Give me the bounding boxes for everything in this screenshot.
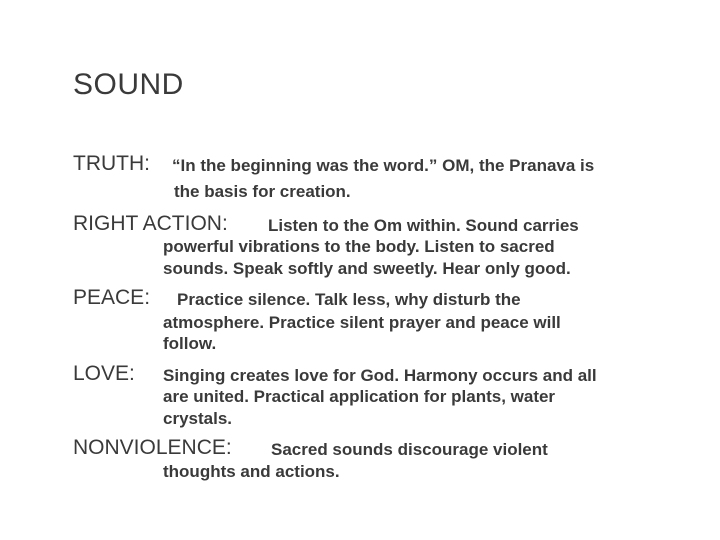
right-action-line-1: Listen to the Om within. Sound carries (268, 216, 579, 235)
truth-label: TRUTH: (73, 152, 150, 175)
peace-line-2: atmosphere. Practice silent prayer and peace will (163, 313, 561, 332)
nonviolence-line-2: thoughts and actions. (163, 462, 340, 481)
love-line-1: Singing creates love for God. Harmony occurs and all (163, 366, 597, 385)
peace-label: PEACE: (73, 286, 151, 309)
slide-title: SOUND (73, 68, 184, 101)
love-line-2: are united. Practical application for plants, water (163, 387, 556, 406)
nonviolence-line-1: Sacred sounds discourage violent (271, 440, 548, 459)
nonviolence-label: NONVIOLENCE: (73, 436, 232, 459)
right-action-line-3: sounds. Speak softly and sweetly. Hear only good. (163, 259, 571, 278)
truth-line-1: “In the beginning was the word.” OM, the Pranava is (172, 156, 595, 175)
peace-line-1: Practice silence. Talk less, why disturb the (177, 290, 521, 309)
love-label: LOVE: (73, 362, 135, 385)
truth-line-2: the basis for creation. (174, 182, 351, 201)
right-action-label: RIGHT ACTION: (73, 212, 228, 235)
peace-line-3: follow. (163, 334, 217, 353)
love-line-3: crystals. (163, 409, 232, 428)
right-action-line-2: powerful vibrations to the body. Listen to sacred (163, 237, 555, 256)
